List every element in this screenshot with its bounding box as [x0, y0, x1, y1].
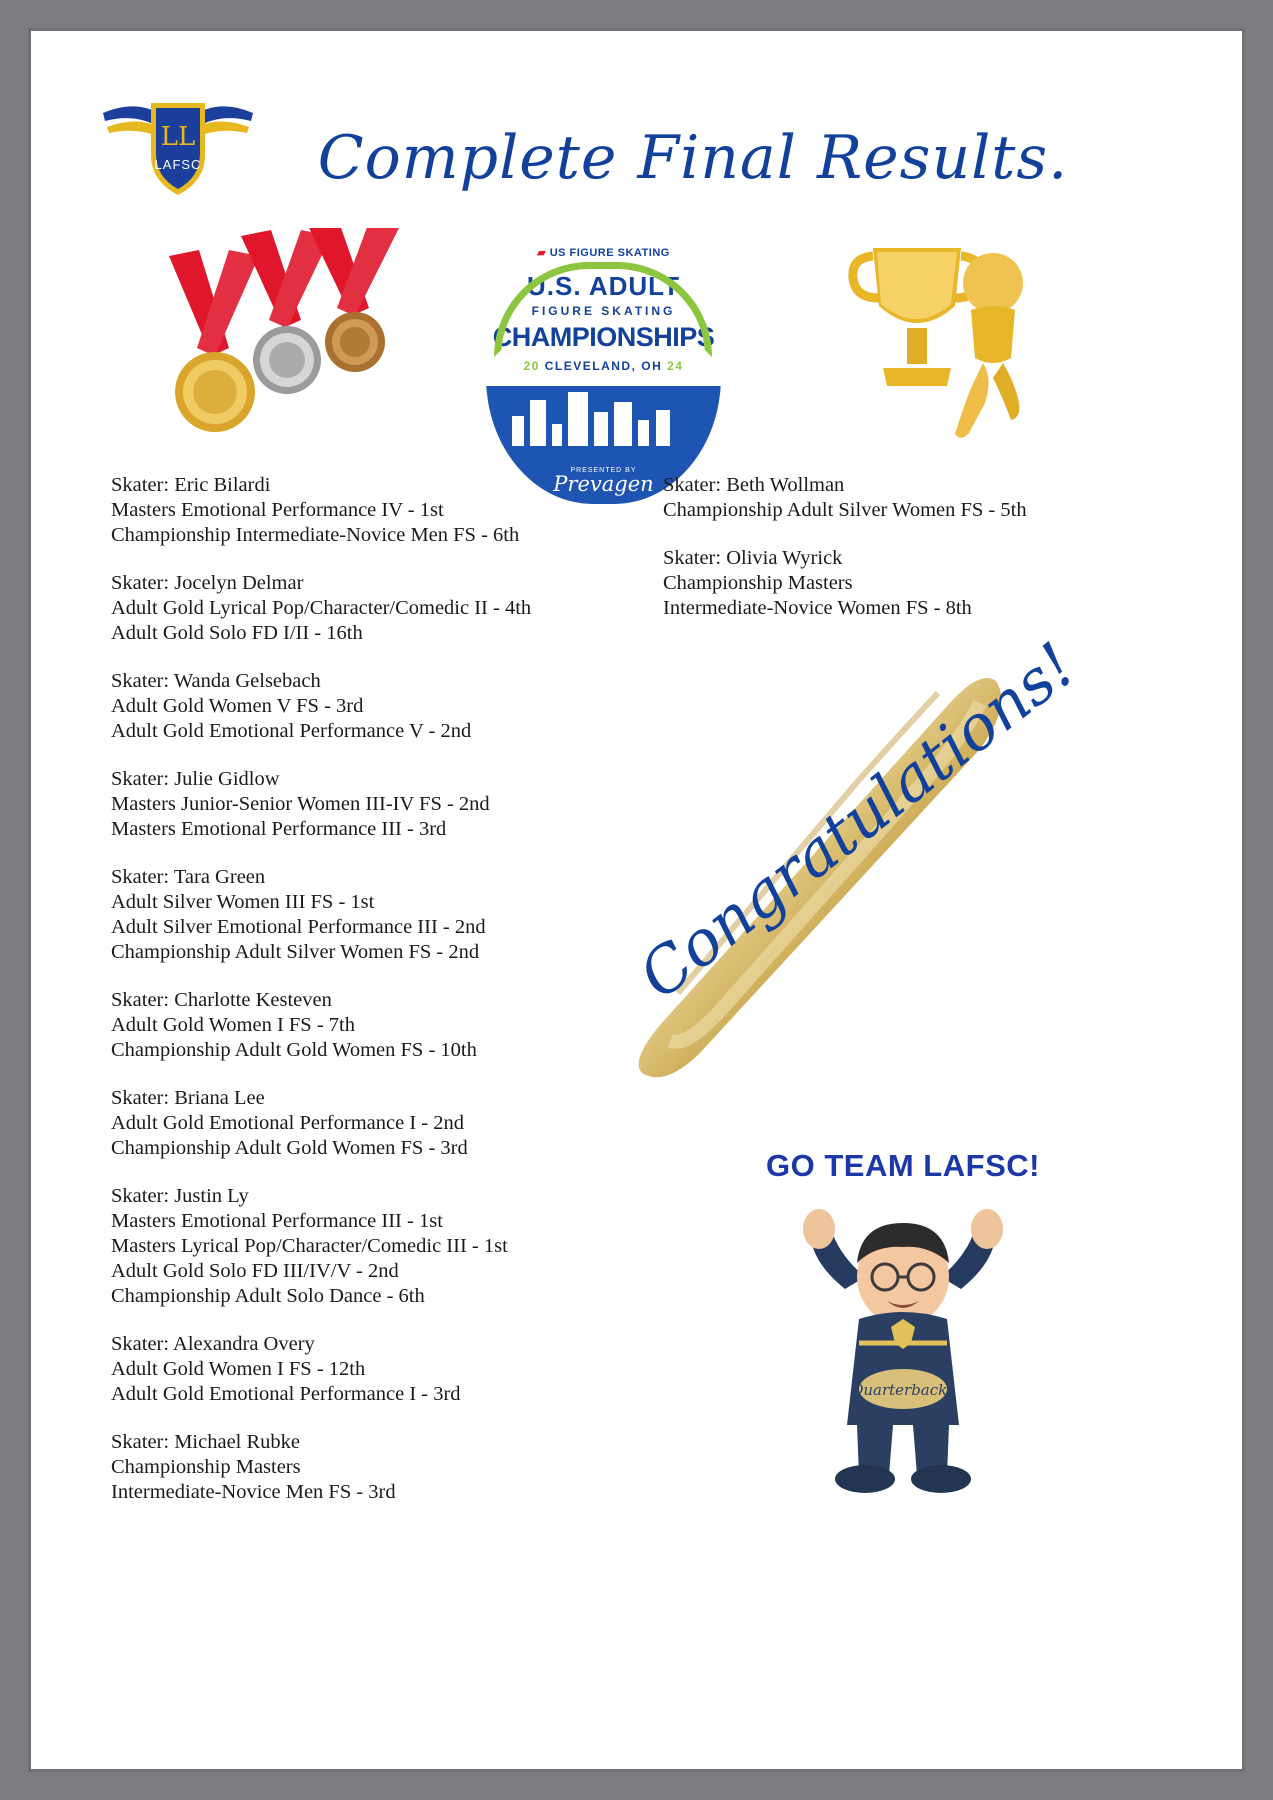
congratulations-text: Congratulations! [625, 628, 1090, 1013]
results-left-column [111, 473, 631, 1528]
placement: Adult Gold Emotional Performance V - 2nd [111, 720, 472, 742]
us-adult-championships-logo [483, 231, 718, 501]
logo-line-championships: CHAMPIONSHIPS [492, 322, 715, 352]
trophy-illustration [843, 228, 1043, 448]
skater-name: Skater: Eric Bilardi [111, 474, 271, 496]
placement: Adult Gold Solo FD I/II - 16th [111, 622, 363, 644]
skater-name: Skater: Justin Ly [111, 1185, 249, 1207]
placement: Adult Silver Women III FS - 1st [111, 891, 375, 913]
placement: Championship Intermediate-Novice Men FS - 6th [111, 524, 520, 546]
skater-result-entry [111, 1332, 631, 1407]
skater-name: Skater: Michael Rubke [111, 1431, 301, 1453]
placement: Masters Emotional Performance III - 3rd [111, 818, 447, 840]
placement: Masters Emotional Performance IV - 1st [111, 499, 444, 521]
logo-line-city-year: 20 CLEVELAND, OH 24 [523, 359, 684, 373]
svg-text:LAFSC: LAFSC [154, 157, 202, 172]
logo-line-figure-skating: FIGURE SKATING [531, 304, 676, 318]
lafsc-crest-logo [93, 83, 263, 203]
skater-result-entry [111, 571, 631, 646]
skater-result-entry [111, 1184, 631, 1309]
skater-name: Skater: Julie Gidlow [111, 768, 280, 790]
svg-text:LL: LL [160, 122, 196, 152]
skater-result-entry [663, 473, 1083, 523]
skater-name: Skater: Briana Lee [111, 1087, 265, 1109]
skater-name: Skater: Alexandra Overy [111, 1333, 315, 1355]
skater-name: Skater: Wanda Gelsebach [111, 670, 321, 692]
placement: Masters Emotional Performance III - 1st [111, 1210, 443, 1232]
skater-name: Skater: Tara Green [111, 866, 266, 888]
results-right-column [663, 473, 1083, 644]
placement: Adult Gold Women V FS - 3rd [111, 695, 364, 717]
congratulations-block [598, 623, 1090, 1133]
placement: Intermediate-Novice Women FS - 8th [663, 597, 972, 619]
skater-name: Skater: Olivia Wyrick [663, 547, 843, 569]
poster-frame [28, 28, 1245, 1772]
placement: Adult Silver Emotional Performance III - 2nd [111, 916, 486, 938]
skater-result-entry [111, 767, 631, 842]
skater-name: Skater: Charlotte Kesteven [111, 989, 332, 1011]
skater-result-entry [111, 1430, 631, 1505]
placement: Intermediate-Novice Men FS - 3rd [111, 1481, 396, 1503]
placement: Championship Masters [111, 1456, 301, 1478]
placement: Adult Gold Women I FS - 7th [111, 1014, 355, 1036]
placement: Adult Gold Solo FD III/IV/V - 2nd [111, 1260, 399, 1282]
page-title: Complete Final Results. [317, 123, 1069, 193]
usfs-federation-mark: ▰ US FIGURE SKATING [537, 247, 670, 259]
placement: Championship Adult Gold Women FS - 3rd [111, 1137, 468, 1159]
mascot-illustration [753, 1193, 1053, 1493]
skater-result-entry [111, 988, 631, 1063]
placement: Championship Adult Silver Women FS - 2nd [111, 941, 480, 963]
skater-name: Skater: Beth Wollman [663, 474, 845, 496]
placement: Adult Gold Emotional Performance I - 3rd [111, 1383, 461, 1405]
skater-result-entry [111, 1086, 631, 1161]
skater-result-entry [111, 865, 631, 965]
placement: Championship Adult Silver Women FS - 5th [663, 499, 1027, 521]
placement: Adult Gold Women I FS - 12th [111, 1358, 366, 1380]
placement: Championship Masters [663, 572, 853, 594]
logo-line-us-adult: U.S. ADULT [527, 271, 680, 301]
placement: Masters Lyrical Pop/Character/Comedic III - 1st [111, 1235, 508, 1257]
poster-sheet [53, 53, 1220, 1747]
skater-name: Skater: Jocelyn Delmar [111, 572, 304, 594]
placement: Masters Junior-Senior Women III-IV FS - 2nd [111, 793, 490, 815]
logo-sponsor: Prevagen [553, 472, 654, 496]
skater-result-entry [111, 669, 631, 744]
medals-illustration [133, 228, 423, 448]
placement: Championship Adult Solo Dance - 6th [111, 1285, 425, 1307]
go-team-text: GO TEAM LAFSC! [766, 1148, 1040, 1183]
skater-result-entry [663, 546, 1083, 621]
logo-presented-by: PRESENTED BY [570, 467, 637, 474]
placement: Championship Adult Gold Women FS - 10th [111, 1039, 477, 1061]
placement: Adult Gold Lyrical Pop/Character/Comedic II - 4th [111, 597, 532, 619]
skater-result-entry [111, 473, 631, 548]
placement: Adult Gold Emotional Performance I - 2nd [111, 1112, 464, 1134]
mascot-jersey-text: Quarterbacks [851, 1381, 955, 1399]
